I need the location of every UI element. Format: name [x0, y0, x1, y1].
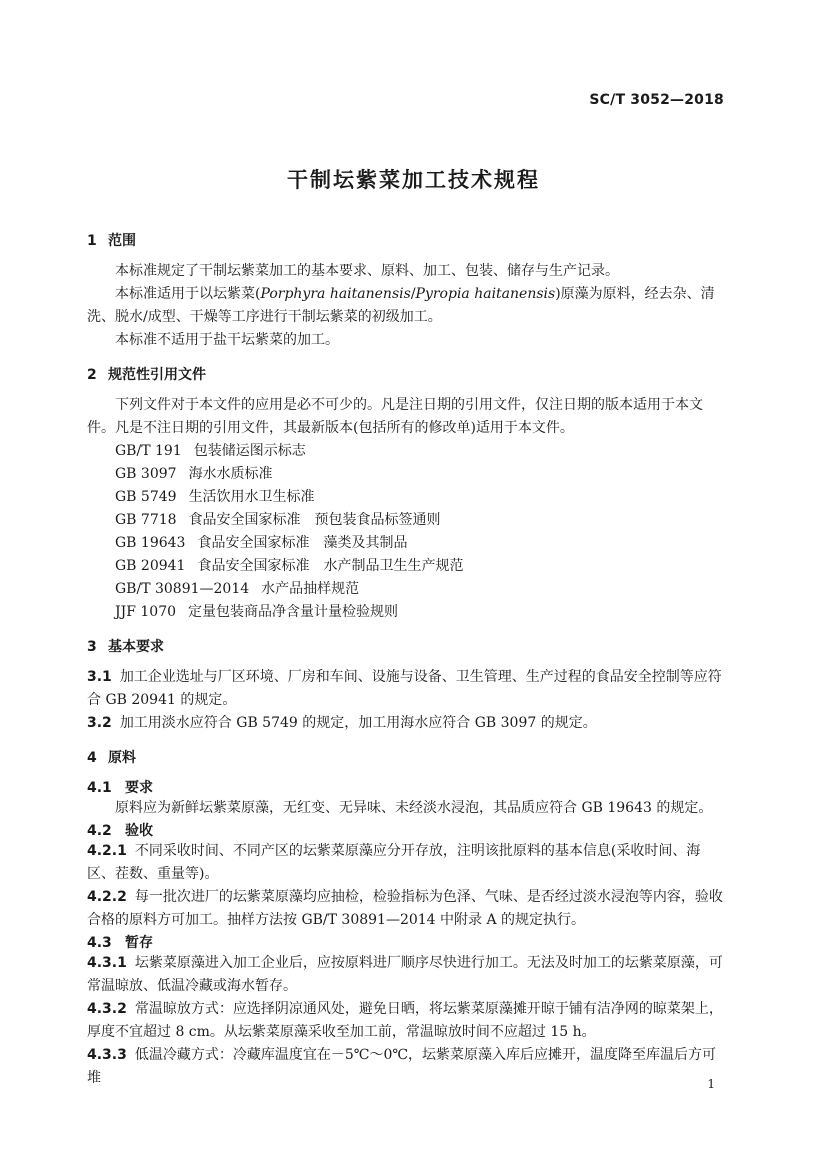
standard-code: SC/T 3052—2018 — [589, 92, 724, 108]
reference-item: GB 20941 食品安全国家标准 水产制品卫生生产规范 — [115, 558, 464, 574]
reference-item: GB 5749 生活饮用水卫生标准 — [115, 489, 315, 505]
document-title: 干制坛紫菜加工技术规程 — [287, 168, 540, 192]
reference-item: GB 19643 食品安全国家标准 藻类及其制品 — [115, 535, 408, 551]
section-number: 4 — [87, 750, 97, 766]
reference-item: GB 3097 海水水质标准 — [115, 466, 273, 482]
clause-3-1: 3.1 加工企业选址与厂区环境、厂房和车间、设施与设备、卫生管理、生产过程的食品安全控制等应符合 GB 20941 的规定。 — [87, 669, 722, 708]
reference-item: GB 7718 食品安全国家标准 预包装食品标签通则 — [115, 512, 441, 528]
clause-4-2-2: 4.2.2 每一批次进厂的坛紫菜原藻均应抽检，检验指标为色泽、气味、是否经过淡水浸泡等内容，验收合格的原料方可加工。抽样方法按 GB/T 30891—2014 中附录 A 的规定执行。 — [87, 889, 723, 928]
section-title: 规范性引用文件 — [108, 367, 206, 383]
section-title: 基本要求 — [108, 639, 164, 655]
latin-name: Pyropia haitanensis — [415, 286, 556, 302]
subsection-4-2-heading: 4.2 验收 — [87, 823, 153, 839]
section-3-heading — [87, 636, 727, 656]
paragraph: 原料应为新鲜坛紫菜原藻，无红变、无异味、未经淡水浸泡，其品质应符合 GB 19643 的规定。 — [115, 800, 713, 816]
paragraph: 下列文件对于本文件的应用是必不可少的。凡是注日期的引用文件，仅注日期的版本适用于本文件。凡是不注日期的引用文件，其最新版本(包括所有的修改单)适用于本文件。 — [87, 397, 703, 436]
reference-item: GB/T 30891—2014 水产品抽样规范 — [115, 581, 360, 597]
clause-4-3-2: 4.3.2 常温晾放方式：应选择阴凉通风处，避免日晒，将坛紫菜原藻摊开晾于铺有洁净网的晾菜架上，厚度不宜超过 8 cm。从坛紫菜原藻采收至加工前，常温晾放时间不应超过 15 h。 — [87, 1001, 723, 1040]
section-number: 2 — [87, 367, 97, 383]
clause-3-2: 3.2 加工用淡水应符合 GB 5749 的规定，加工用海水应符合 GB 3097 的规定。 — [87, 715, 597, 731]
paragraph: 本标准不适用于盐干坛紫菜的加工。 — [115, 332, 339, 348]
page-number: 1 — [707, 1077, 715, 1091]
section-1-heading — [87, 230, 727, 250]
latin-name: Porphyra haitanensis — [260, 286, 411, 302]
subsection-4-3-heading: 4.3 暂存 — [87, 935, 153, 951]
reference-list — [87, 440, 727, 624]
section-4-heading — [87, 747, 727, 767]
paragraph: 本标准规定了干制坛紫菜加工的基本要求、原料、加工、包装、储存与生产记录。 — [115, 263, 619, 279]
reference-item: JJF 1070 定量包装商品净含量计量检验规则 — [115, 604, 399, 620]
clause-4-3-1: 4.3.1 坛紫菜原藻进入加工企业后，应按原料进厂顺序尽快进行加工。无法及时加工的坛紫菜原藻，可常温晾放、低温冷藏或海水暂存。 — [87, 955, 723, 994]
section-title: 范围 — [108, 233, 136, 249]
subsection-4-1-heading: 4.1 要求 — [87, 780, 153, 796]
section-number: 1 — [87, 233, 97, 249]
section-number: 3 — [87, 639, 97, 655]
paragraph: 本标准适用于以坛紫菜(Porphyra haitanensis/Pyropia haitanensis)原藻为原料，经去杂、清洗、脱水/成型、干燥等工序进行干制坛紫菜的初级加工。 — [87, 286, 715, 325]
clause-4-3-3: 4.3.3 低温冷藏方式：冷藏库温度宜在－5℃～0℃，坛紫菜原藻入库后应摊开，温度降至库温后方可堆 — [87, 1047, 717, 1086]
document-body — [87, 228, 727, 1090]
section-title: 原料 — [108, 750, 136, 766]
section-2-heading — [87, 364, 727, 384]
clause-4-2-1: 4.2.1 不同采收时间、不同产区的坛紫菜原藻应分开存放，注明该批原料的基本信息(采收时间、海区、茬数、重量等)。 — [87, 843, 701, 882]
reference-item: GB/T 191 包装储运图示标志 — [115, 443, 306, 459]
